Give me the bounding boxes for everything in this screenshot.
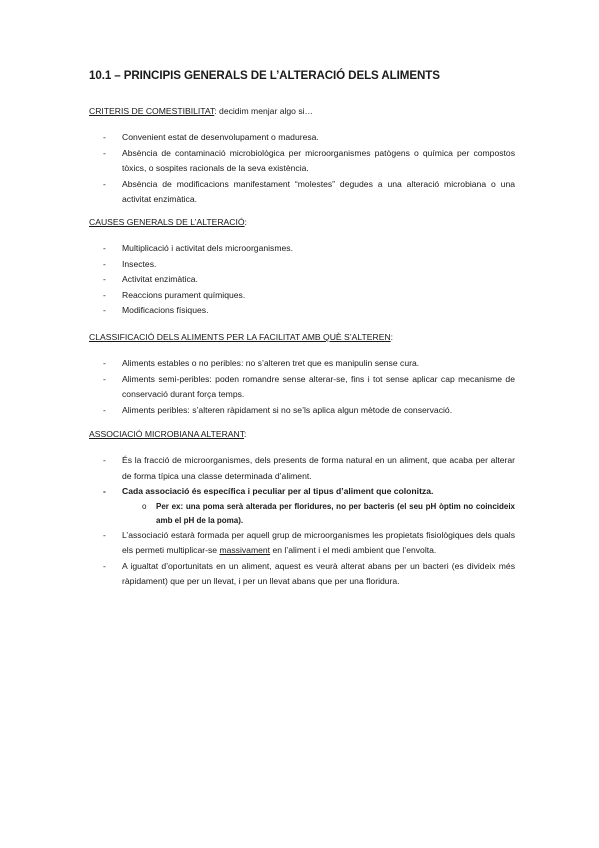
sub-list	[122, 500, 515, 528]
list-item: - Insectes.	[89, 257, 515, 273]
section-heading	[89, 104, 515, 119]
section-classificacio	[89, 330, 515, 418]
list-item	[89, 528, 515, 559]
list-item: - Aliments estables o no peribles: no s’alteren tret que es manipulin sense cura.	[89, 356, 515, 372]
bullet-list	[89, 356, 515, 418]
bullet-list	[89, 453, 515, 590]
bullet-list	[89, 241, 515, 319]
heading-underlined: CAUSES GENERALS DE L’ALTERACIÓ	[89, 217, 245, 227]
heading-suffix: :	[244, 217, 247, 227]
heading-suffix: : decidim menjar algo si…	[214, 106, 314, 116]
section-causes	[89, 215, 515, 319]
list-item: - A igualtat d’oportunitats en un aliment, aquest es veurà alterat abans per un bacteri (es divideix més ràpidament) que per un llevat, i per un llevat abans que per una floridura.	[89, 559, 515, 590]
heading-underlined: CRITERIS DE COMESTIBILITAT	[89, 106, 215, 116]
list-item-text: L’associació estarà formada per aquell grup de microorganismes les propietats fisiològiques dels quals els permeti multiplicar-se	[122, 529, 515, 555]
sub-list-item: o Per ex: una poma serà alterada per floridures, no per bacteris (el seu pH òptim no coincideix amb el pH de la poma).	[89, 500, 515, 528]
list-item-bold	[89, 484, 515, 528]
list-item: - Modificacions físiques.	[89, 303, 515, 319]
list-item: - Absència de contaminació microbiològica per microorganismes patògens o química per compostos tòxics, o sospites racionals de la seva existència.	[89, 146, 515, 177]
list-item-text: en l’aliment i el medi ambient que l’envolta.	[270, 545, 437, 555]
list-item: - Absència de modificacions manifestament “molestes” degudes a una alteració microbiana o una activitat enzimàtica.	[89, 177, 515, 208]
list-item: - Convenient estat de desenvolupament o maduresa.	[89, 130, 515, 146]
section-heading	[89, 427, 515, 442]
list-item: - Multiplicació i activitat dels microorganismes.	[89, 241, 515, 257]
heading-underlined: CLASSIFICACIÓ DELS ALIMENTS PER LA FACILITAT AMB QUÈ S’ALTEREN	[89, 332, 391, 342]
underlined-word: massivament	[219, 545, 271, 555]
list-item: - Reaccions purament químiques.	[89, 288, 515, 304]
page-title: 10.1 – PRINCIPIS GENERALS DE L’ALTERACIÓ DELS ALIMENTS	[89, 69, 440, 82]
section-associacio	[89, 427, 515, 590]
section-heading	[89, 215, 515, 230]
list-item: - És la fracció de microorganismes, dels presents de forma natural en un aliment, que acaba per alterar de forma típica una classe determinada d’aliment.	[89, 453, 515, 484]
bullet-list	[89, 130, 515, 208]
heading-suffix: :	[244, 429, 247, 439]
list-item: - Aliments peribles: s’alteren ràpidament si no se’ls aplica algun mètode de conservació.	[89, 403, 515, 419]
heading-suffix: :	[390, 332, 394, 342]
list-item: - Activitat enzimàtica.	[89, 272, 515, 288]
list-item-text: Cada associació és específica i peculiar per al tipus d’aliment que colonitza.	[122, 486, 434, 496]
section-criteris	[89, 104, 515, 208]
heading-underlined: ASSOCIACIÓ MICROBIANA ALTERANT	[89, 429, 245, 439]
list-item: - Aliments semi-peribles: poden romandre sense alterar-se, fins i tot sense aplicar cap mecanisme de conservació durant força temps.	[89, 372, 515, 403]
section-heading	[89, 330, 515, 345]
